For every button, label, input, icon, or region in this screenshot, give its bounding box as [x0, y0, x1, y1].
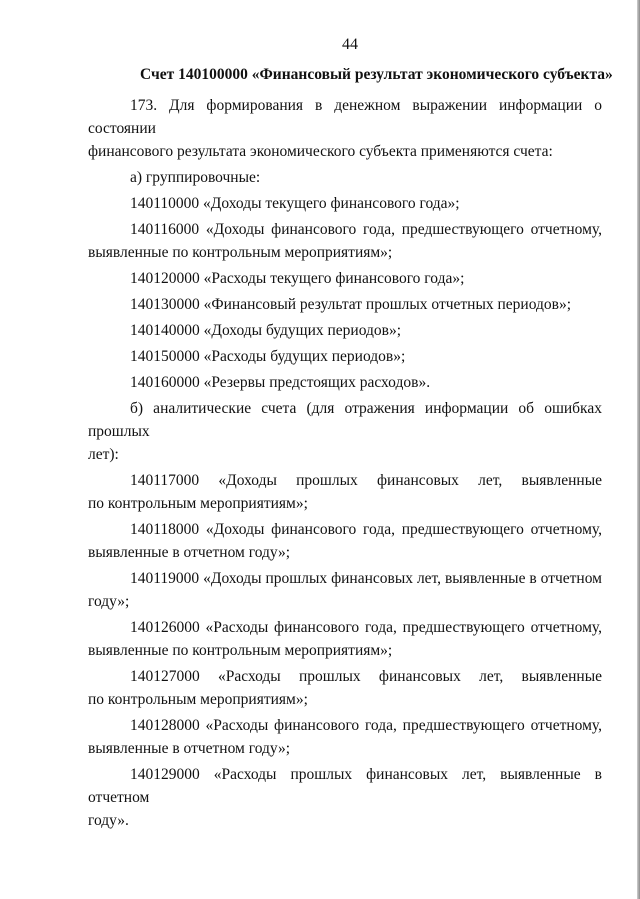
list-item-140140000: 140140000 «Доходы будущих периодов»; [130, 322, 402, 339]
list-item-140116000-line-1: 140116000 «Доходы финансового года, предшествующего отчетному, [130, 221, 602, 238]
list-item-140117000-line-1: 140117000 «Доходы прошлых финансовых лет, выявленные [130, 472, 602, 489]
list-item-140127000-line-1: 140127000 «Расходы прошлых финансовых лет, выявленные [130, 668, 602, 685]
list-item-140160000: 140160000 «Резервы предстоящих расходов». [130, 374, 431, 391]
list-item-140117000-line-2: по контрольным мероприятиям»; [88, 495, 308, 512]
paragraph-analytic-accounts-line-1: б) аналитические счета (для отражения информации об ошибках прошлых [88, 400, 602, 440]
list-item-140116000-line-2: выявленные по контрольным мероприятиям»; [88, 244, 393, 261]
list-item-140118000-line-2: выявленные в отчетном году»; [88, 544, 291, 561]
list-item-140118000-line-1: 140118000 «Доходы финансового года, предшествующего отчетному, [130, 521, 602, 538]
list-item-140127000-line-2: по контрольным мероприятиям»; [88, 691, 308, 708]
document-body [88, 94, 602, 835]
list-item-140119000-line-2: году»; [88, 593, 130, 610]
paragraph-analytic-accounts-line-2: лет): [88, 446, 119, 463]
paragraph-group-accounts: а) группировочные: [130, 169, 261, 186]
list-item-140120000: 140120000 «Расходы текущего финансового года»; [130, 270, 465, 287]
page-number: 44 [342, 36, 358, 53]
section-heading: Счет 140100000 «Финансовый результат экономического субъекта» [140, 66, 613, 83]
list-item-140129000-line-1: 140129000 «Расходы прошлых финансовых лет, выявленные в отчетном [88, 766, 602, 806]
list-item-140110000: 140110000 «Доходы текущего финансового года»; [130, 195, 460, 212]
list-item-140128000-line-1: 140128000 «Расходы финансового года, предшествующего отчетному, [130, 717, 602, 734]
paragraph-173-line-1: 173. Для формирования в денежном выражении информации о состоянии [88, 97, 602, 137]
list-item-140130000: 140130000 «Финансовый результат прошлых отчетных периодов»; [130, 296, 572, 313]
list-item-140150000: 140150000 «Расходы будущих периодов»; [130, 348, 406, 365]
list-item-140128000-line-2: выявленные в отчетном году»; [88, 740, 291, 757]
paragraph-173-line-2: финансового результата экономического субъекта применяются счета: [88, 143, 553, 160]
list-item-140129000-line-2: году». [88, 812, 129, 829]
list-item-140119000-line-1: 140119000 «Доходы прошлых финансовых лет, выявленные в отчетном [130, 570, 602, 587]
list-item-140126000-line-2: выявленные по контрольным мероприятиям»; [88, 642, 393, 659]
list-item-140126000-line-1: 140126000 «Расходы финансового года, предшествующего отчетному, [130, 619, 602, 636]
